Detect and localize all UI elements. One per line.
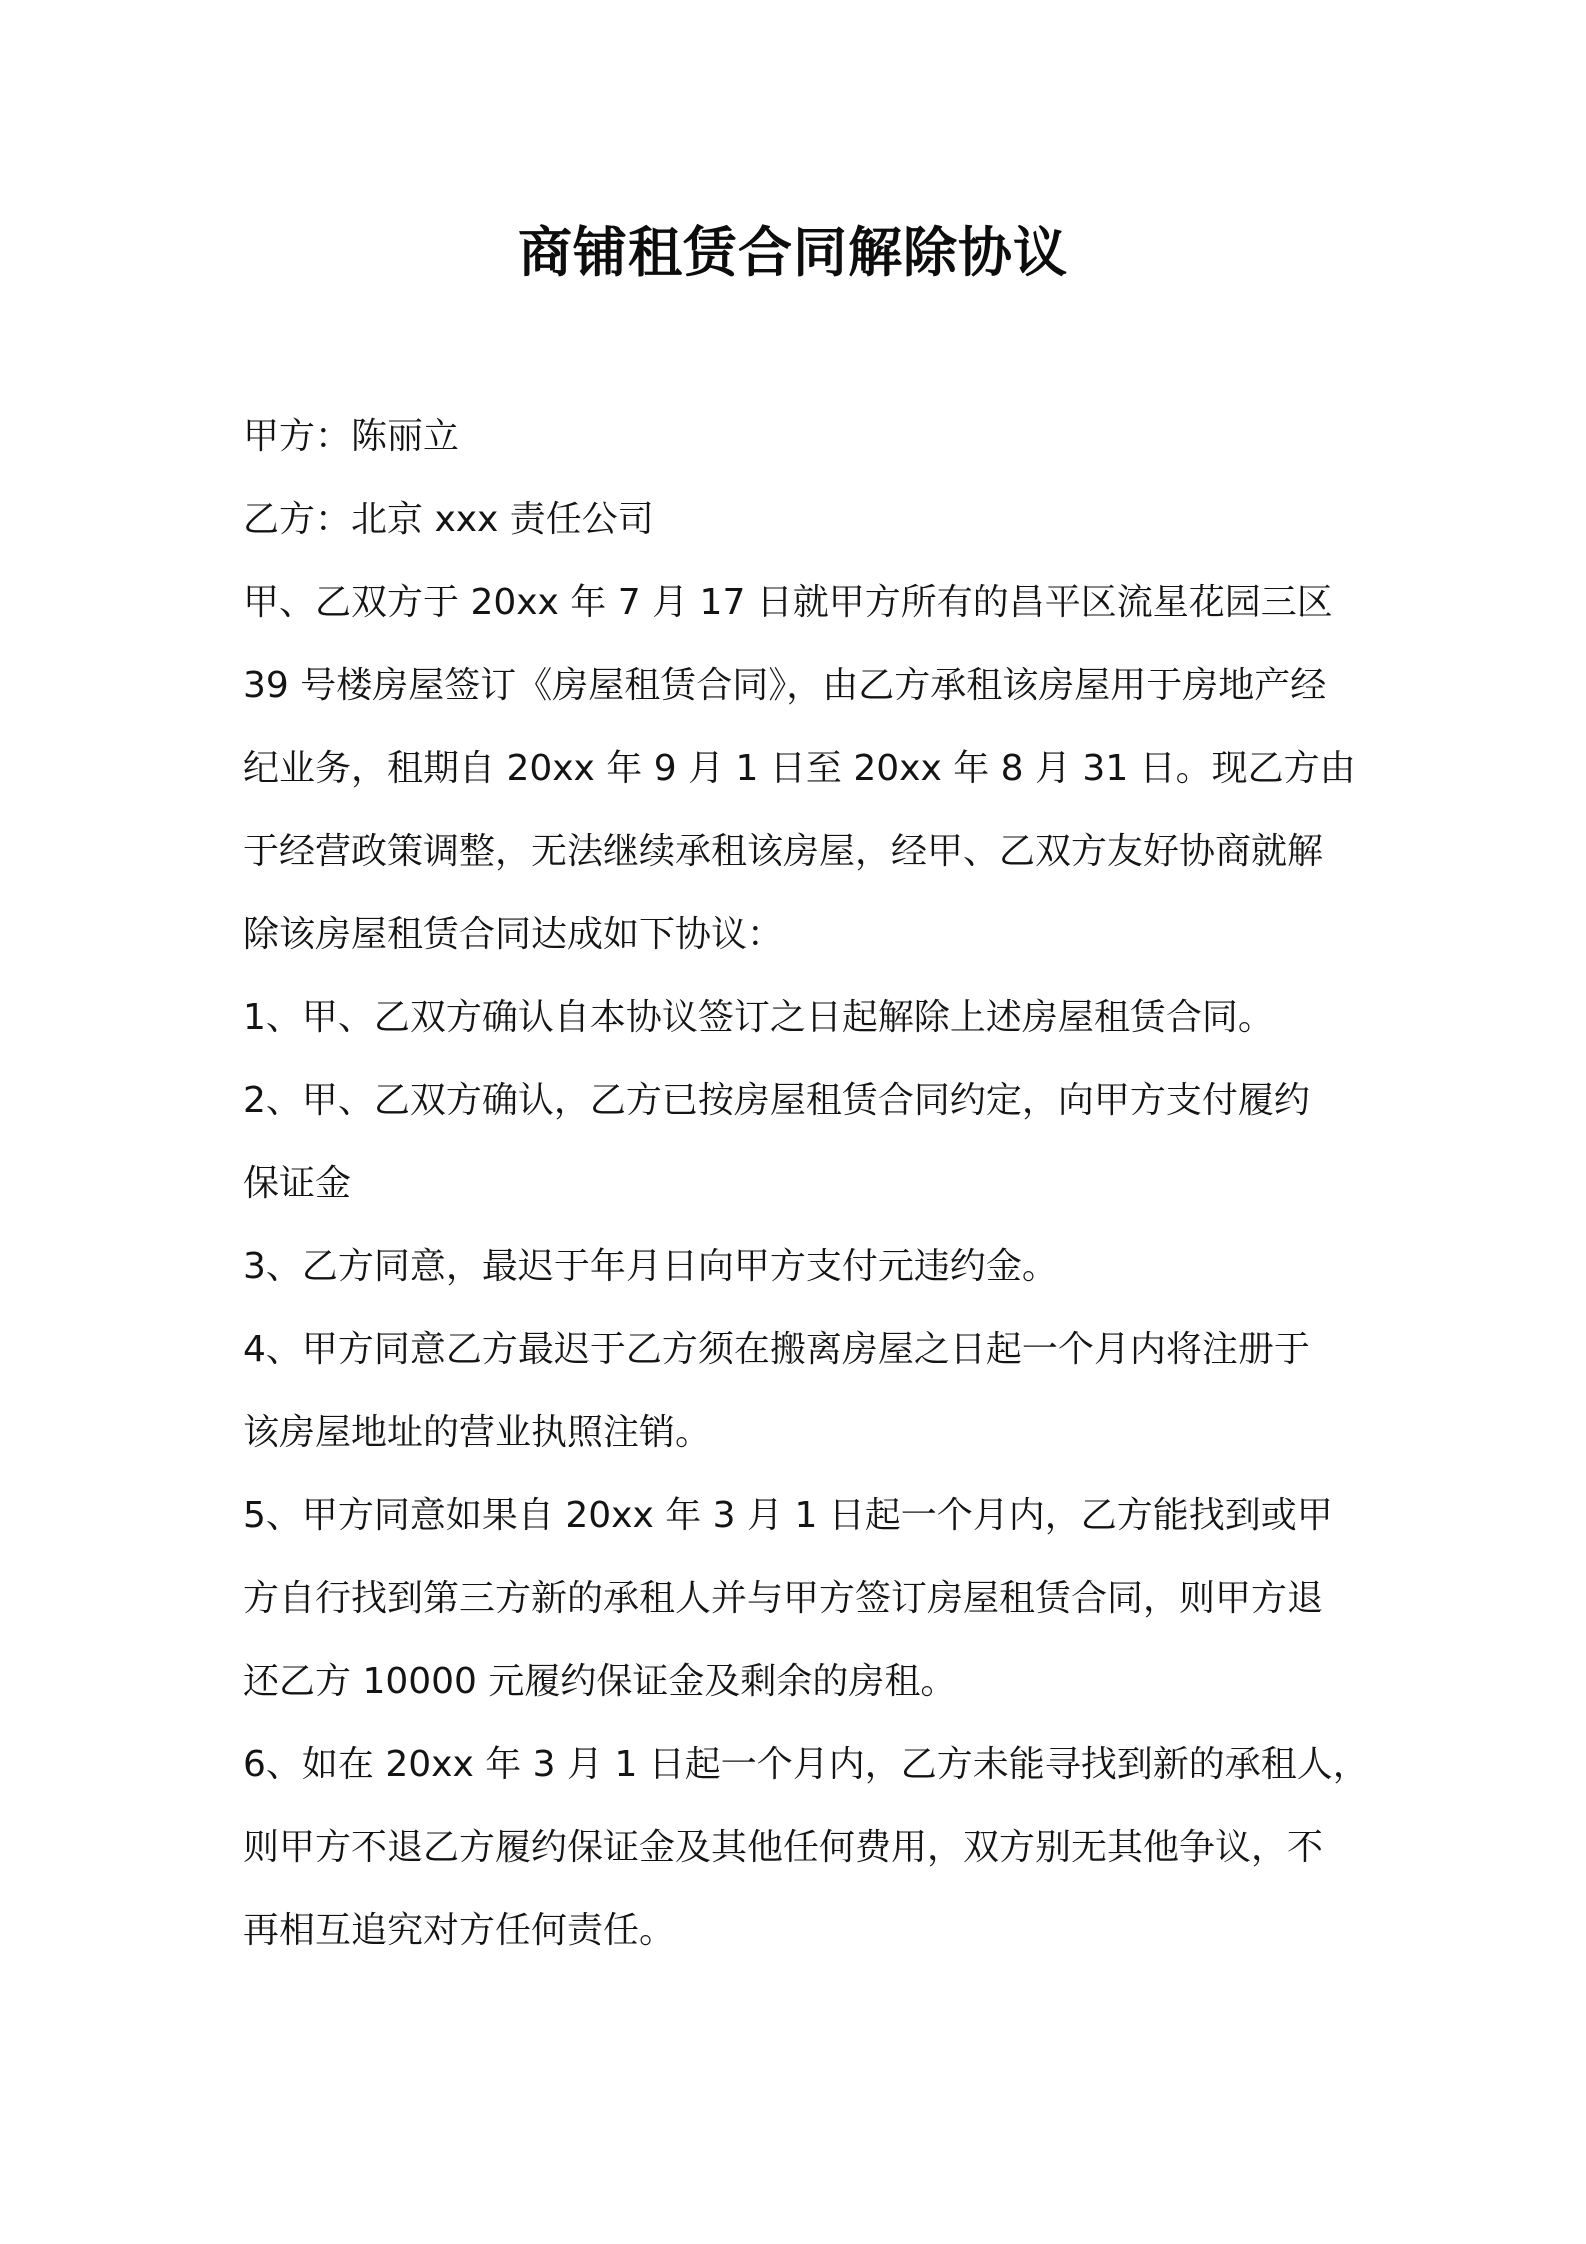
clause-2-line: 保证金: [243, 1163, 352, 1204]
clause-5-line: 方自行找到第三方新的承租人并与甲方签订房屋租赁合同，则甲方退: [243, 1578, 1324, 1619]
clause-2-line: 2、甲、乙双方确认，乙方已按房屋租赁合同约定，向甲方支付履约: [243, 1080, 1310, 1121]
intro-paragraph-line: 39 号楼房屋签订《房屋租赁合同》，由乙方承租该房屋用于房地产经: [243, 665, 1327, 706]
document-body: [243, 395, 1369, 1972]
document-title: 商铺租赁合同解除协议: [518, 221, 1068, 284]
intro-paragraph-line: 纪业务，租期自 20xx 年 9 月 1 日至 20xx 年 8 月 31 日。现乙方由: [243, 748, 1356, 789]
clause-4-line: 4、甲方同意乙方最迟于乙方须在搬离房屋之日起一个月内将注册于: [243, 1329, 1310, 1370]
clause-1-line: 1、甲、乙双方确认自本协议签订之日起解除上述房屋租赁合同。: [243, 997, 1274, 1038]
intro-paragraph-line: 甲、乙双方于 20xx 年 7 月 17 日就甲方所有的昌平区流星花园三区: [243, 582, 1333, 623]
clause-4-line: 该房屋地址的营业执照注销。: [243, 1412, 712, 1453]
clause-5-line: 5、甲方同意如果自 20xx 年 3 月 1 日起一个月内，乙方能找到或甲: [243, 1495, 1333, 1536]
intro-paragraph-line: 除该房屋租赁合同达成如下协议：: [243, 914, 784, 955]
party-b-line: 乙方：北京 xxx 责任公司: [243, 499, 654, 540]
clause-3-line: 3、乙方同意，最迟于年月日向甲方支付元违约金。: [243, 1246, 1058, 1287]
clause-6-line: 6、如在 20xx 年 3 月 1 日起一个月内，乙方未能寻找到新的承租人，: [243, 1744, 1369, 1785]
intro-paragraph-line: 于经营政策调整，无法继续承租该房屋，经甲、乙双方友好协商就解: [243, 831, 1324, 872]
clause-6-line: 则甲方不退乙方履约保证金及其他任何费用，双方别无其他争议，不: [243, 1827, 1324, 1868]
clause-5-line: 还乙方 10000 元履约保证金及剩余的房租。: [243, 1661, 957, 1702]
party-a-line: 甲方：陈丽立: [243, 416, 460, 457]
clause-6-line: 再相互追究对方任何责任。: [243, 1910, 676, 1951]
